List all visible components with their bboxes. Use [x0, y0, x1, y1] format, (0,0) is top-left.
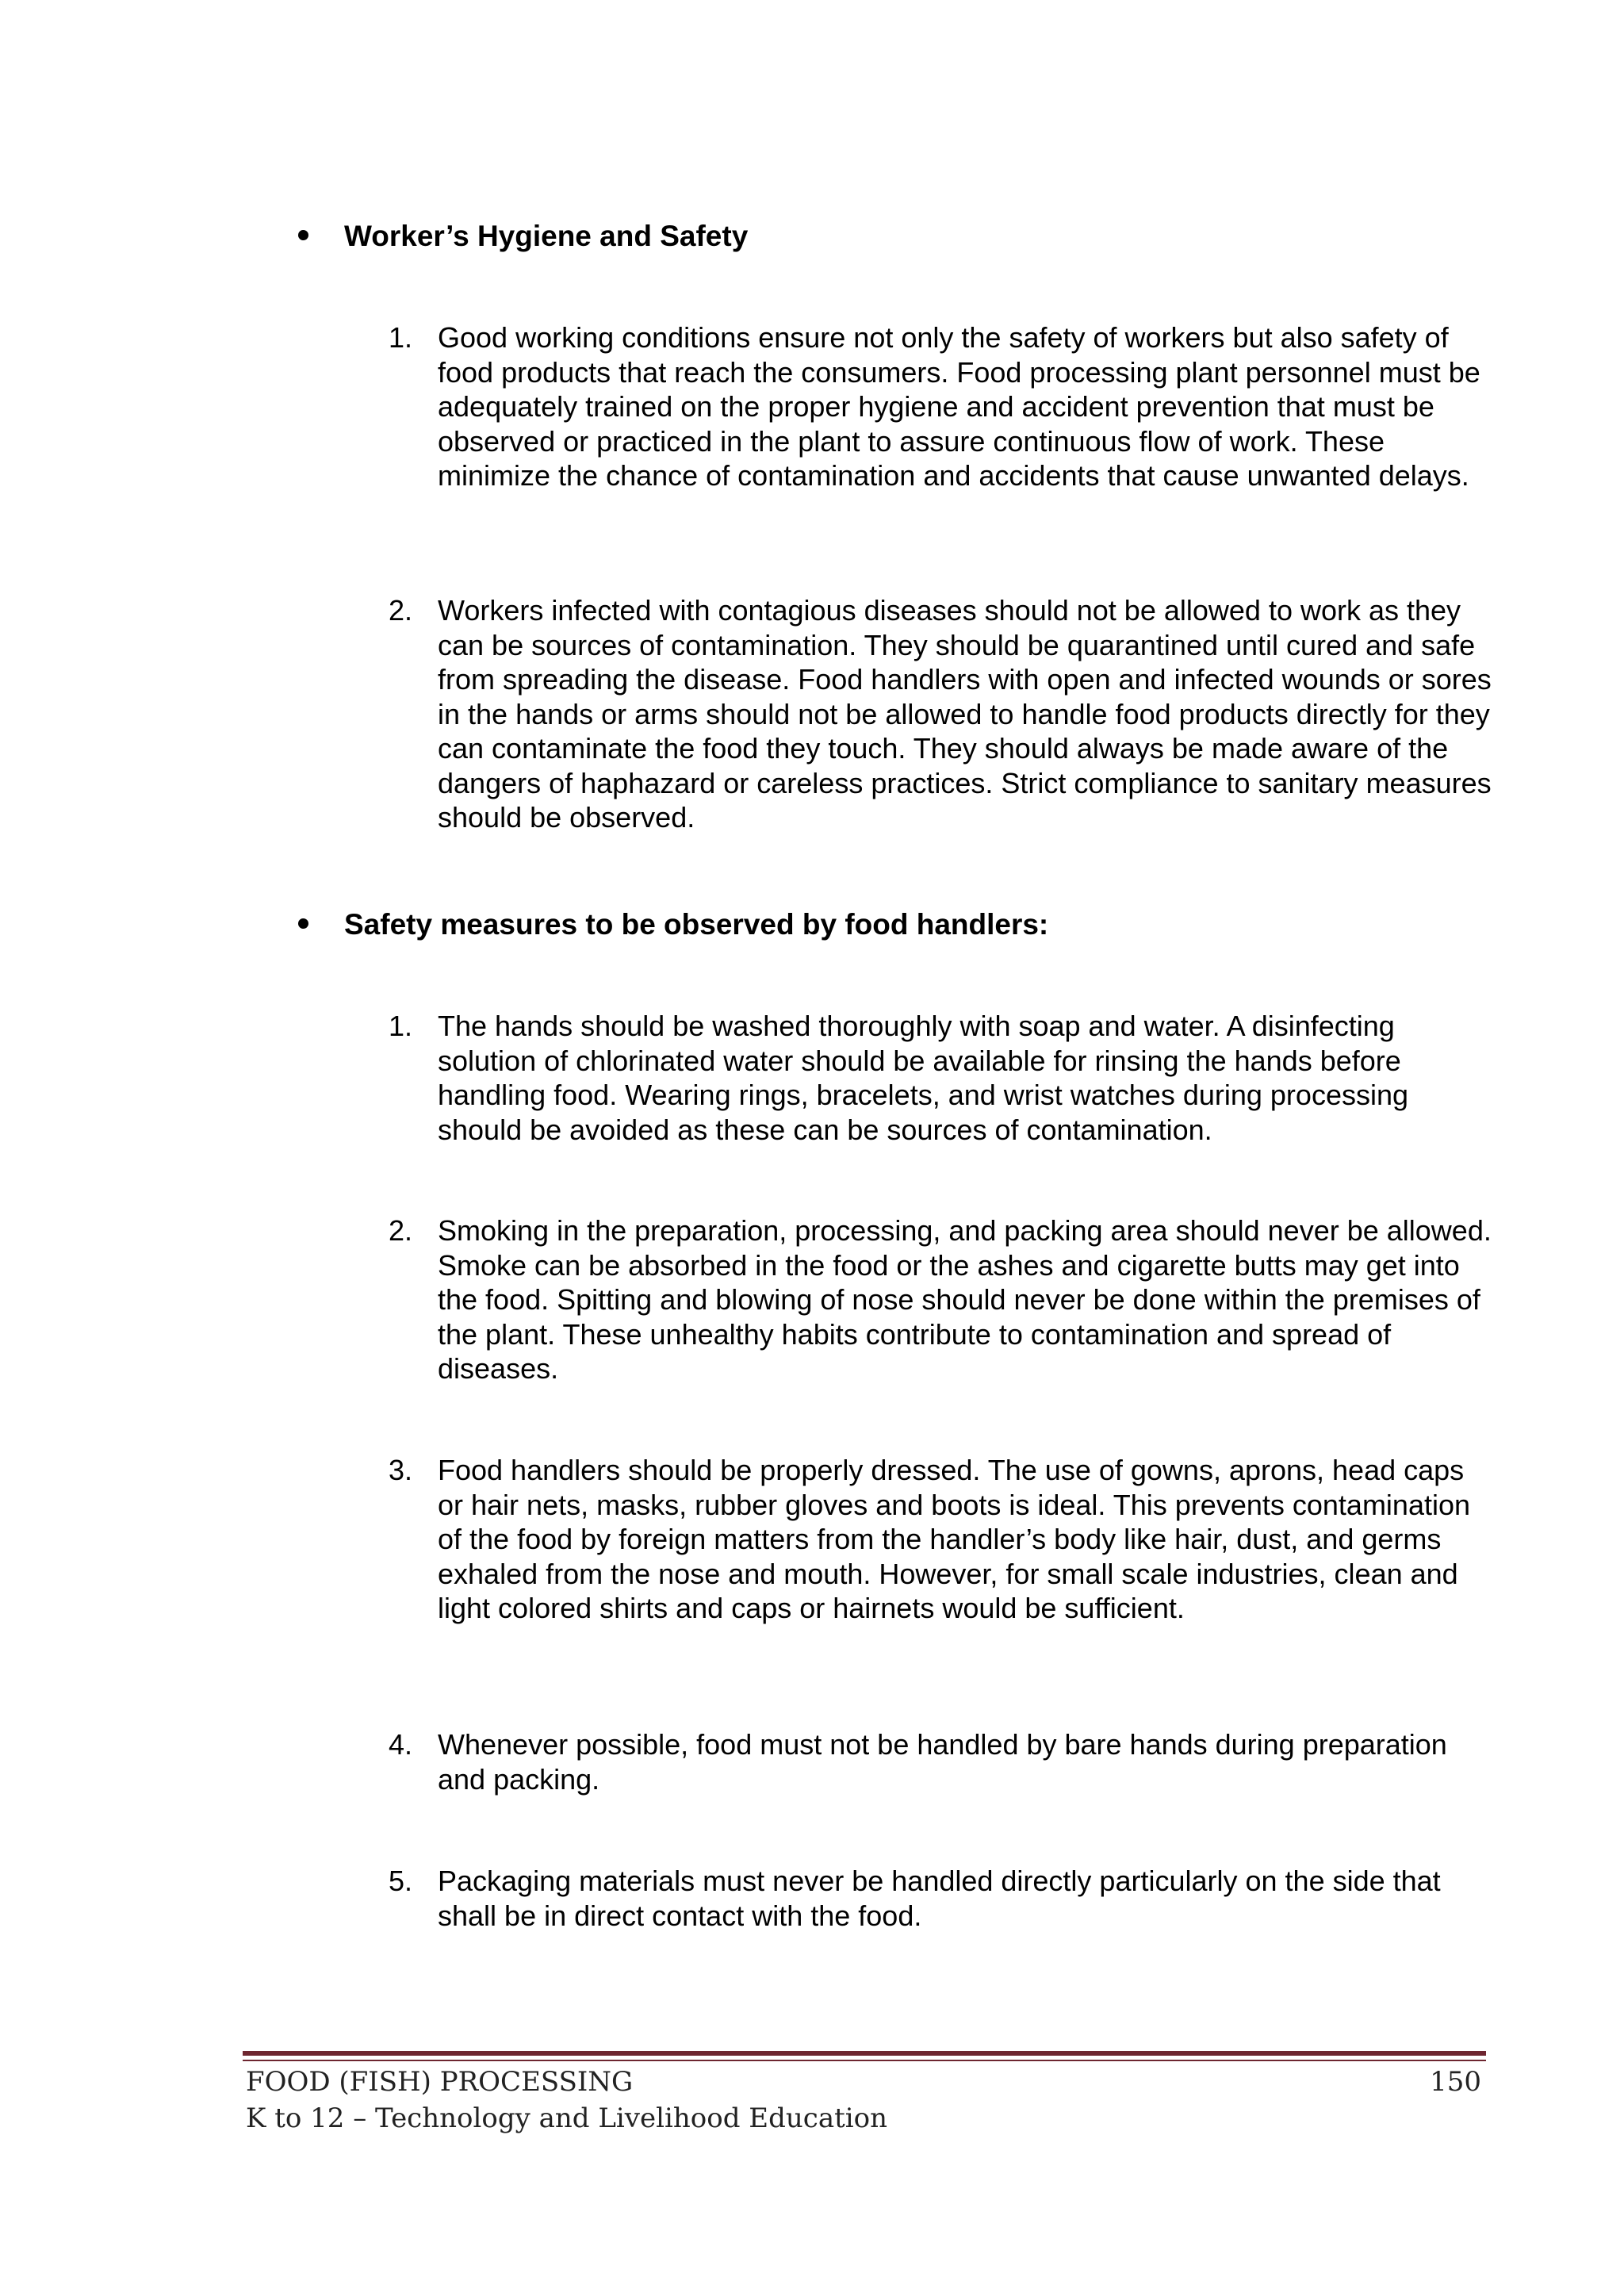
list-item-number: 4.	[389, 1728, 413, 1761]
footer-title-block	[246, 2064, 887, 2137]
list-item-text: The hands should be washed thoroughly with soap and water. A disinfecting solution of chlorinated water should be available for rinsing the hands before handling food. Wearing rings, bracelets, and wrist watches during processing should be avoided as these can be sources of contamination.	[438, 1010, 1408, 1146]
list-item-text: Workers infected with contagious diseases should not be allowed to work as they can be sources of contamination. They should be quarantined until cured and safe from spreading the disease. Food handlers with open and infected wounds or sores in the hands or arms should not be allowed to handle food products directly for they can contaminate the food they touch. They should always be made aware of the dangers of haphazard or careless practices. Strict compliance to sanitary measures should be observed.	[438, 594, 1492, 834]
list-item-text: Smoking in the preparation, processing, and packing area should never be allowed. Smoke can be absorbed in the food or the ashes and cigarette butts may get into the food. Spitting and blowing of nose should never be done within the premises of the plant. These unhealthy habits contribute to contamination and spread of diseases.	[438, 1214, 1492, 1385]
list-item-number: 1.	[389, 1010, 413, 1042]
section-heading-workers-hygiene	[285, 213, 1491, 260]
section-title: Worker’s Hygiene and Safety	[344, 220, 749, 252]
list-item-number: 1.	[389, 321, 413, 354]
list-item-text: Good working conditions ensure not only the safety of workers but also safety of food products that reach the consumers. Food processing plant personnel must be adequately trained on the proper hygiene and accident prevention that must be observed or practiced in the plant to assure continuous flow of work. These minimize the chance of contamination and accidents that cause unwanted delays.	[438, 321, 1480, 492]
section-title: Safety measures to be observed by food handlers:	[344, 908, 1049, 941]
list-item-text: Whenever possible, food must not be handled by bare hands during preparation and packing.	[438, 1728, 1447, 1796]
list-item-text: Packaging materials must never be handled directly particularly on the side that shall be in direct contact with the food.	[438, 1865, 1441, 1932]
list-item-number: 3.	[389, 1454, 413, 1486]
list-item-text: Food handlers should be properly dressed. The use of gowns, aprons, head caps or hair nets, masks, rubber gloves and boots is ideal. This prevents contamination of the food by foreign matters from the handler’s body like hair, dust, and germs exhaled from the nose and mouth. However, for small scale industries, clean and light colored shirts and caps or hairnets would be sufficient.	[438, 1454, 1471, 1624]
bullet-icon	[298, 918, 308, 929]
footer-rule-thin	[243, 2060, 1486, 2061]
list-item-number: 2.	[389, 594, 413, 627]
list-item-number: 2.	[389, 1214, 413, 1247]
list-item-number: 5.	[389, 1865, 413, 1897]
bullet-icon	[298, 230, 308, 240]
page-number: 150	[1430, 2066, 1481, 2098]
footer-program: K to 12 – Technology and Livelihood Education	[246, 2102, 887, 2134]
footer-rule-thick	[243, 2051, 1486, 2056]
footer-subject: FOOD (FISH) PROCESSING	[246, 2066, 634, 2098]
section-heading-safety-measures	[285, 901, 1491, 949]
